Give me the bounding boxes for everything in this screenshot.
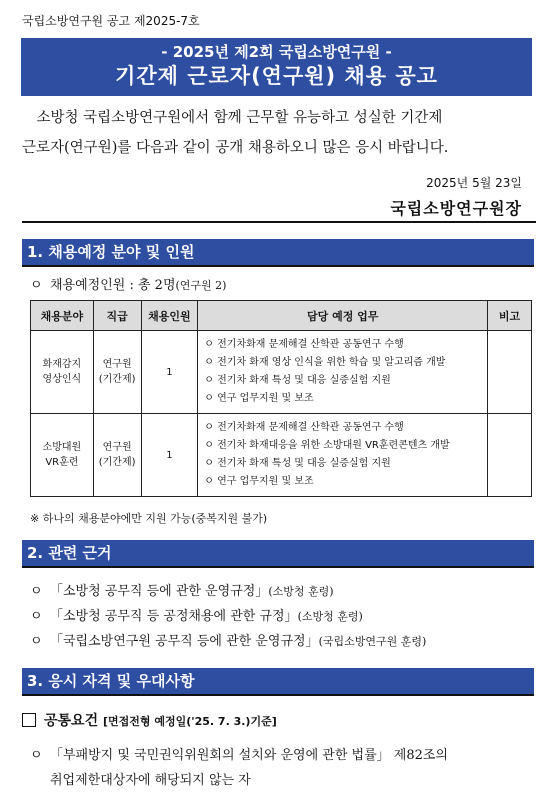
intro-line: 소방청 국립소방연구원에서 함께 근무할 유능하고 성실한 기간제	[22, 110, 443, 126]
intro-paragraph	[22, 103, 534, 163]
notice-date: 2025년 5월 23일	[426, 176, 522, 190]
column-header: 직급	[93, 301, 141, 331]
remark-cell	[488, 331, 532, 414]
bullet-icon: ㅇ	[30, 634, 43, 649]
regulation-name: 「국립소방연구원 공무직 등에 관한 운영규정」	[50, 634, 319, 649]
regulation-type: (소방청 훈령)	[268, 585, 334, 598]
section-heading-2: 2. 관련 근거	[22, 540, 534, 566]
regulation-name: 「소방청 공무직 등에 관한 운영규정」	[50, 584, 269, 599]
column-header: 비고	[488, 301, 532, 331]
duties-cell	[198, 331, 488, 414]
recruit-count	[30, 274, 226, 293]
duty-item: ㅇ 전기차화재 문제해결 산학관 공동연구 수행	[204, 422, 404, 433]
rank-text: (기간제)	[98, 457, 136, 468]
regulation-item	[30, 605, 363, 624]
divider	[22, 265, 534, 267]
notice-number: 국립소방연구원 공고 제2025-7호	[22, 14, 200, 28]
common-requirements-note: [면접전형 예정일('25. 7. 3.)기준]	[102, 715, 277, 728]
requirement-text: 「부패방지 및 국민권익위원회의 설치와 운영에 관한 법률」 제82조의	[50, 748, 448, 763]
recruit-count-suffix: (연구원 2)	[175, 279, 227, 292]
rank-text: (기간제)	[98, 374, 136, 385]
duties-cell	[198, 414, 488, 497]
table-row	[31, 414, 532, 497]
duty-item: ㅇ 전기차 화재 특성 및 대응 실증실험 지원	[204, 375, 391, 386]
requirement-text: 취업제한대상자에 해당되지 않는 자	[50, 773, 251, 788]
field-text: 화재감지	[42, 359, 82, 370]
regulation-type: (국립소방연구원 훈령)	[318, 635, 427, 648]
duty-item: ㅇ 전기차 화재 특성 및 대응 실증실험 지원	[204, 458, 391, 469]
field-text: 소방대원	[42, 442, 82, 453]
column-header: 담당 예정 업무	[198, 301, 488, 331]
regulation-name: 「소방청 공무직 등 공정채용에 관한 규정」	[50, 609, 298, 624]
regulation-type: (소방청 훈령)	[297, 610, 363, 623]
rank-text: 연구원	[102, 359, 132, 370]
application-note: ※ 하나의 채용분야에만 지원 가능(중복지원 불가)	[30, 512, 268, 525]
bullet-icon: ㅇ	[30, 278, 43, 293]
signer: 국립소방연구원장	[390, 199, 522, 218]
count-cell: 1	[141, 414, 198, 497]
regulation-item	[30, 580, 334, 599]
page-title: 기간제 근로자(연구원) 채용 공고	[115, 64, 438, 88]
rank-text: 연구원	[102, 442, 132, 453]
duty-item: ㅇ 전기차화재 문제해결 산학관 공동연구 수행	[204, 339, 404, 350]
recruitment-table	[30, 300, 532, 497]
common-requirements-heading	[22, 710, 277, 730]
rank-cell	[93, 414, 141, 497]
section-heading-1: 1. 채용예정 분야 및 인원	[22, 239, 534, 265]
field-cell	[31, 331, 94, 414]
title-banner	[21, 38, 532, 96]
table-header-row	[31, 301, 532, 331]
checkbox-square-icon	[22, 713, 36, 727]
section-heading-3: 3. 응시 자격 및 우대사항	[22, 668, 534, 694]
divider	[22, 566, 534, 568]
field-cell	[31, 414, 94, 497]
duty-item: ㅇ 전기차 화재 영상 인식을 위한 학습 및 알고리즘 개발	[204, 357, 446, 368]
requirement-item	[30, 743, 535, 793]
rank-cell	[93, 331, 141, 414]
intro-line: 근로자(연구원)를 다음과 같이 공개 채용하오니 많은 응시 바랍니다.	[22, 140, 449, 156]
bullet-icon: ㅇ	[30, 584, 43, 599]
bullet-icon: ㅇ	[30, 748, 43, 763]
title-subtitle: - 2025년 제2회 국립소방연구원 -	[161, 43, 392, 61]
duty-item: ㅇ 연구 업무지원 및 보조	[204, 393, 314, 404]
column-header: 채용분야	[31, 301, 94, 331]
divider	[22, 221, 536, 223]
common-requirements-title: 공통요건	[44, 713, 99, 729]
bullet-icon: ㅇ	[30, 609, 43, 624]
field-text: 영상인식	[42, 374, 82, 385]
column-header: 채용인원	[141, 301, 198, 331]
recruit-count-text: 채용예정인원 : 총 2명	[50, 278, 176, 293]
duty-item: ㅇ 연구 업무지원 및 보조	[204, 476, 314, 487]
table-row	[31, 331, 532, 414]
duty-item: ㅇ 전기차 화재대응을 위한 소방대원 VR훈련콘텐츠 개발	[204, 440, 450, 451]
regulation-item	[30, 630, 426, 649]
remark-cell	[488, 414, 532, 497]
divider	[22, 694, 534, 696]
count-cell: 1	[141, 331, 198, 414]
field-text: VR훈련	[45, 457, 79, 468]
